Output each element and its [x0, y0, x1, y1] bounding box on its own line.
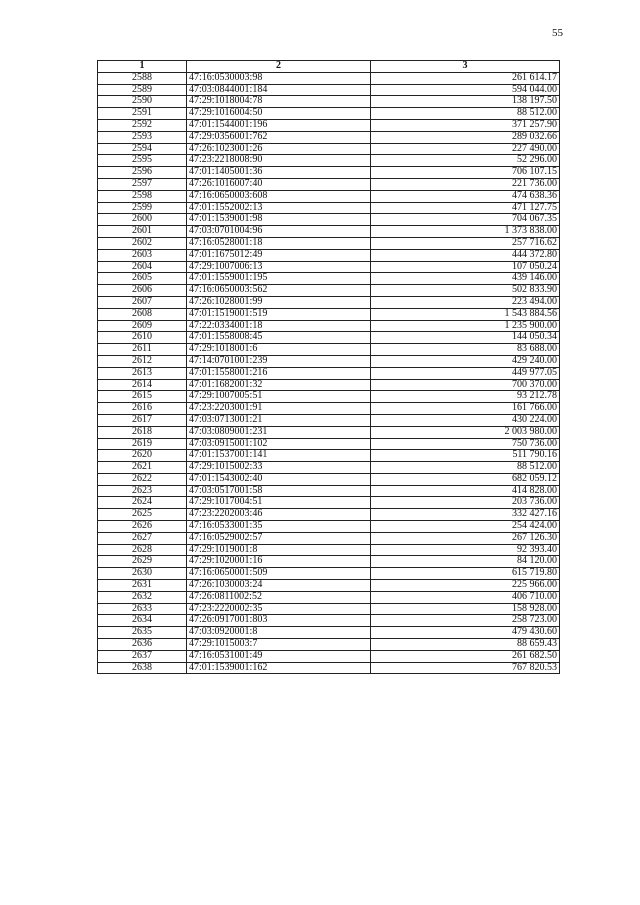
cadastral-number-cell: 47:29:1016004:50: [187, 108, 371, 120]
cadastral-number-cell: 47:16:0530003:98: [187, 72, 371, 84]
row-number-cell: 2593: [98, 131, 187, 143]
row-number-cell: 2611: [98, 344, 187, 356]
row-number-cell: 2623: [98, 485, 187, 497]
table-row: [98, 509, 560, 521]
row-number-cell: 2635: [98, 627, 187, 639]
table-row: [98, 367, 560, 379]
value-cell: 502 833.90: [371, 285, 560, 297]
row-number-cell: 2614: [98, 379, 187, 391]
row-number-cell: 2591: [98, 108, 187, 120]
row-number-cell: 2621: [98, 462, 187, 474]
value-cell: 371 257.90: [371, 119, 560, 131]
value-cell: 1 543 884.56: [371, 308, 560, 320]
table-row: [98, 143, 560, 155]
row-number-cell: 2618: [98, 426, 187, 438]
row-number-cell: 2636: [98, 639, 187, 651]
value-cell: 88 512.00: [371, 108, 560, 120]
cadastral-number-cell: 47:03:0713001:21: [187, 414, 371, 426]
table-row: [98, 580, 560, 592]
table-row: [98, 544, 560, 556]
cadastral-number-cell: 47:29:1007005:51: [187, 391, 371, 403]
value-cell: 700 370.00: [371, 379, 560, 391]
table-row: [98, 639, 560, 651]
table-row: [98, 485, 560, 497]
row-number-cell: 2588: [98, 72, 187, 84]
row-number-cell: 2632: [98, 591, 187, 603]
row-number-cell: 2627: [98, 532, 187, 544]
cadastral-number-cell: 47:26:0917001:803: [187, 615, 371, 627]
value-cell: 429 240.00: [371, 355, 560, 367]
table-row: [98, 108, 560, 120]
value-cell: 471 127.75: [371, 202, 560, 214]
table-row: [98, 332, 560, 344]
cadastral-number-cell: 47:01:1544001:196: [187, 119, 371, 131]
header-row: [98, 61, 560, 73]
table-row: [98, 249, 560, 261]
value-cell: 221 736.00: [371, 178, 560, 190]
value-cell: 767 820.53: [371, 662, 560, 674]
cadastral-number-cell: 47:26:0811002:52: [187, 591, 371, 603]
cadastral-number-cell: 47:23:2220002:35: [187, 603, 371, 615]
row-number-cell: 2638: [98, 662, 187, 674]
row-number-cell: 2616: [98, 403, 187, 415]
value-cell: 258 723.00: [371, 615, 560, 627]
cadastral-number-cell: 47:23:2218008:90: [187, 155, 371, 167]
row-number-cell: 2637: [98, 650, 187, 662]
row-number-cell: 2629: [98, 556, 187, 568]
value-cell: 88 659.43: [371, 639, 560, 651]
value-cell: 227 490.00: [371, 143, 560, 155]
table-row: [98, 391, 560, 403]
cadastral-number-cell: 47:26:1030003:24: [187, 580, 371, 592]
table-row: [98, 615, 560, 627]
value-cell: 511 790.16: [371, 450, 560, 462]
table-row: [98, 308, 560, 320]
cadastral-number-cell: 47:03:0701004:96: [187, 226, 371, 238]
table-body: [98, 72, 560, 674]
table-row: [98, 226, 560, 238]
row-number-cell: 2620: [98, 450, 187, 462]
table-row: [98, 131, 560, 143]
row-number-cell: 2609: [98, 320, 187, 332]
table-row: [98, 202, 560, 214]
row-number-cell: 2603: [98, 249, 187, 261]
value-cell: 449 977.05: [371, 367, 560, 379]
value-cell: 88 512.00: [371, 462, 560, 474]
value-cell: 474 638.36: [371, 190, 560, 202]
value-cell: 750 736.00: [371, 438, 560, 450]
table-header: [98, 61, 560, 73]
cadastral-number-cell: 47:01:1543002:40: [187, 473, 371, 485]
table-row: [98, 450, 560, 462]
table-row: [98, 627, 560, 639]
cadastral-number-cell: 47:01:1675012:49: [187, 249, 371, 261]
row-number-cell: 2599: [98, 202, 187, 214]
value-cell: 52 296.00: [371, 155, 560, 167]
value-cell: 479 430.60: [371, 627, 560, 639]
table-row: [98, 155, 560, 167]
cadastral-number-cell: 47:01:1539001:98: [187, 214, 371, 226]
value-cell: 267 126.30: [371, 532, 560, 544]
row-number-cell: 2633: [98, 603, 187, 615]
cadastral-number-cell: 47:16:0650003:608: [187, 190, 371, 202]
value-cell: 414 828.00: [371, 485, 560, 497]
cadastral-number-cell: 47:01:1537001:141: [187, 450, 371, 462]
table-row: [98, 190, 560, 202]
table-row: [98, 426, 560, 438]
value-cell: 1 373 838.00: [371, 226, 560, 238]
row-number-cell: 2634: [98, 615, 187, 627]
table-row: [98, 568, 560, 580]
cadastral-number-cell: 47:01:1552002:13: [187, 202, 371, 214]
row-number-cell: 2605: [98, 273, 187, 285]
table-row: [98, 84, 560, 96]
value-cell: 144 050.34: [371, 332, 560, 344]
table-row: [98, 662, 560, 674]
cadastral-number-cell: 47:29:1007006:13: [187, 261, 371, 273]
row-number-cell: 2610: [98, 332, 187, 344]
row-number-cell: 2600: [98, 214, 187, 226]
row-number-cell: 2604: [98, 261, 187, 273]
cadastral-number-cell: 47:16:0528001:18: [187, 237, 371, 249]
value-cell: 1 235 900.00: [371, 320, 560, 332]
table-row: [98, 591, 560, 603]
cadastral-number-cell: 47:03:0915001:102: [187, 438, 371, 450]
header-col-3: 3: [371, 61, 560, 73]
value-cell: 682 059.12: [371, 473, 560, 485]
table-row: [98, 403, 560, 415]
cadastral-number-cell: 47:23:2202003:46: [187, 509, 371, 521]
table-row: [98, 273, 560, 285]
row-number-cell: 2607: [98, 296, 187, 308]
row-number-cell: 2612: [98, 355, 187, 367]
row-number-cell: 2590: [98, 96, 187, 108]
value-cell: 225 966.00: [371, 580, 560, 592]
table-row: [98, 214, 560, 226]
cadastral-number-cell: 47:29:1020001:16: [187, 556, 371, 568]
value-cell: 107 050.24: [371, 261, 560, 273]
table-row: [98, 285, 560, 297]
row-number-cell: 2625: [98, 509, 187, 521]
table-row: [98, 379, 560, 391]
row-number-cell: 2617: [98, 414, 187, 426]
cadastral-number-cell: 47:01:1682001:32: [187, 379, 371, 391]
row-number-cell: 2615: [98, 391, 187, 403]
table-row: [98, 355, 560, 367]
cadastral-number-cell: 47:26:1028001:99: [187, 296, 371, 308]
row-number-cell: 2594: [98, 143, 187, 155]
cadastral-number-cell: 47:01:1559001:195: [187, 273, 371, 285]
value-cell: 2 003 980.00: [371, 426, 560, 438]
cadastral-number-cell: 47:29:1015002:33: [187, 462, 371, 474]
value-cell: 439 146.00: [371, 273, 560, 285]
row-number-cell: 2628: [98, 544, 187, 556]
table-row: [98, 603, 560, 615]
table-row: [98, 296, 560, 308]
cadastral-number-cell: 47:03:0517001:58: [187, 485, 371, 497]
row-number-cell: 2626: [98, 521, 187, 533]
cadastral-number-cell: 47:29:1018001:6: [187, 344, 371, 356]
row-number-cell: 2630: [98, 568, 187, 580]
cadastral-number-cell: 47:29:1019001:8: [187, 544, 371, 556]
value-cell: 138 197.50: [371, 96, 560, 108]
cadastral-number-cell: 47:03:0844001:184: [187, 84, 371, 96]
value-cell: 406 710.00: [371, 591, 560, 603]
value-cell: 706 107.15: [371, 167, 560, 179]
value-cell: 223 494.00: [371, 296, 560, 308]
cadastral-number-cell: 47:26:1023001:26: [187, 143, 371, 155]
cadastral-number-cell: 47:29:1015003:7: [187, 639, 371, 651]
table-row: [98, 344, 560, 356]
value-cell: 261 614.17: [371, 72, 560, 84]
cadastral-number-cell: 47:01:1558001:216: [187, 367, 371, 379]
row-number-cell: 2606: [98, 285, 187, 297]
table-row: [98, 178, 560, 190]
value-cell: 289 032.66: [371, 131, 560, 143]
table-row: [98, 72, 560, 84]
table-row: [98, 414, 560, 426]
value-cell: 161 766.00: [371, 403, 560, 415]
cadastral-number-cell: 47:01:1558008:45: [187, 332, 371, 344]
value-cell: 444 372.80: [371, 249, 560, 261]
row-number-cell: 2622: [98, 473, 187, 485]
cadastral-number-cell: 47:29:1018004:78: [187, 96, 371, 108]
table-row: [98, 521, 560, 533]
row-number-cell: 2601: [98, 226, 187, 238]
row-number-cell: 2613: [98, 367, 187, 379]
cadastral-number-cell: 47:29:0356001:762: [187, 131, 371, 143]
row-number-cell: 2596: [98, 167, 187, 179]
table-row: [98, 119, 560, 131]
value-cell: 83 688.00: [371, 344, 560, 356]
row-number-cell: 2592: [98, 119, 187, 131]
value-cell: 704 067.35: [371, 214, 560, 226]
row-number-cell: 2624: [98, 497, 187, 509]
row-number-cell: 2631: [98, 580, 187, 592]
row-number-cell: 2595: [98, 155, 187, 167]
value-cell: 203 736.00: [371, 497, 560, 509]
value-cell: 84 120.00: [371, 556, 560, 568]
row-number-cell: 2598: [98, 190, 187, 202]
cadastral-number-cell: 47:01:1405001:36: [187, 167, 371, 179]
value-cell: 158 928.00: [371, 603, 560, 615]
table-row: [98, 438, 560, 450]
value-cell: 594 044.00: [371, 84, 560, 96]
cadastral-number-cell: 47:29:1017004:51: [187, 497, 371, 509]
data-table: [97, 60, 560, 674]
table-row: [98, 237, 560, 249]
table-row: [98, 261, 560, 273]
table-row: [98, 96, 560, 108]
cadastral-number-cell: 47:26:1016007:40: [187, 178, 371, 190]
table-row: [98, 462, 560, 474]
page-number: 55: [552, 27, 563, 39]
cadastral-number-cell: 47:23:2203001:91: [187, 403, 371, 415]
row-number-cell: 2619: [98, 438, 187, 450]
header-col-2: 2: [187, 61, 371, 73]
value-cell: 254 424.00: [371, 521, 560, 533]
cadastral-number-cell: 47:03:0920001:8: [187, 627, 371, 639]
cadastral-number-cell: 47:01:1519001:519: [187, 308, 371, 320]
cadastral-number-cell: 47:22:0334001:18: [187, 320, 371, 332]
table-row: [98, 320, 560, 332]
cadastral-number-cell: 47:16:0529002:57: [187, 532, 371, 544]
value-cell: 332 427.16: [371, 509, 560, 521]
row-number-cell: 2602: [98, 237, 187, 249]
table-row: [98, 473, 560, 485]
table-row: [98, 532, 560, 544]
header-col-1: 1: [98, 61, 187, 73]
table-row: [98, 556, 560, 568]
cadastral-number-cell: 47:16:0531001:49: [187, 650, 371, 662]
value-cell: 92 393.40: [371, 544, 560, 556]
cadastral-number-cell: 47:01:1539001:162: [187, 662, 371, 674]
table-row: [98, 167, 560, 179]
value-cell: 93 212.78: [371, 391, 560, 403]
cadastral-number-cell: 47:14:0701001:239: [187, 355, 371, 367]
value-cell: 430 224.00: [371, 414, 560, 426]
table-row: [98, 650, 560, 662]
value-cell: 615 719.80: [371, 568, 560, 580]
table-row: [98, 497, 560, 509]
value-cell: 261 682.50: [371, 650, 560, 662]
row-number-cell: 2597: [98, 178, 187, 190]
cadastral-number-cell: 47:16:0533001:35: [187, 521, 371, 533]
cadastral-number-cell: 47:16:0650001:509: [187, 568, 371, 580]
cadastral-number-cell: 47:03:0809001:231: [187, 426, 371, 438]
value-cell: 257 716.62: [371, 237, 560, 249]
row-number-cell: 2589: [98, 84, 187, 96]
row-number-cell: 2608: [98, 308, 187, 320]
cadastral-number-cell: 47:16:0650003:562: [187, 285, 371, 297]
